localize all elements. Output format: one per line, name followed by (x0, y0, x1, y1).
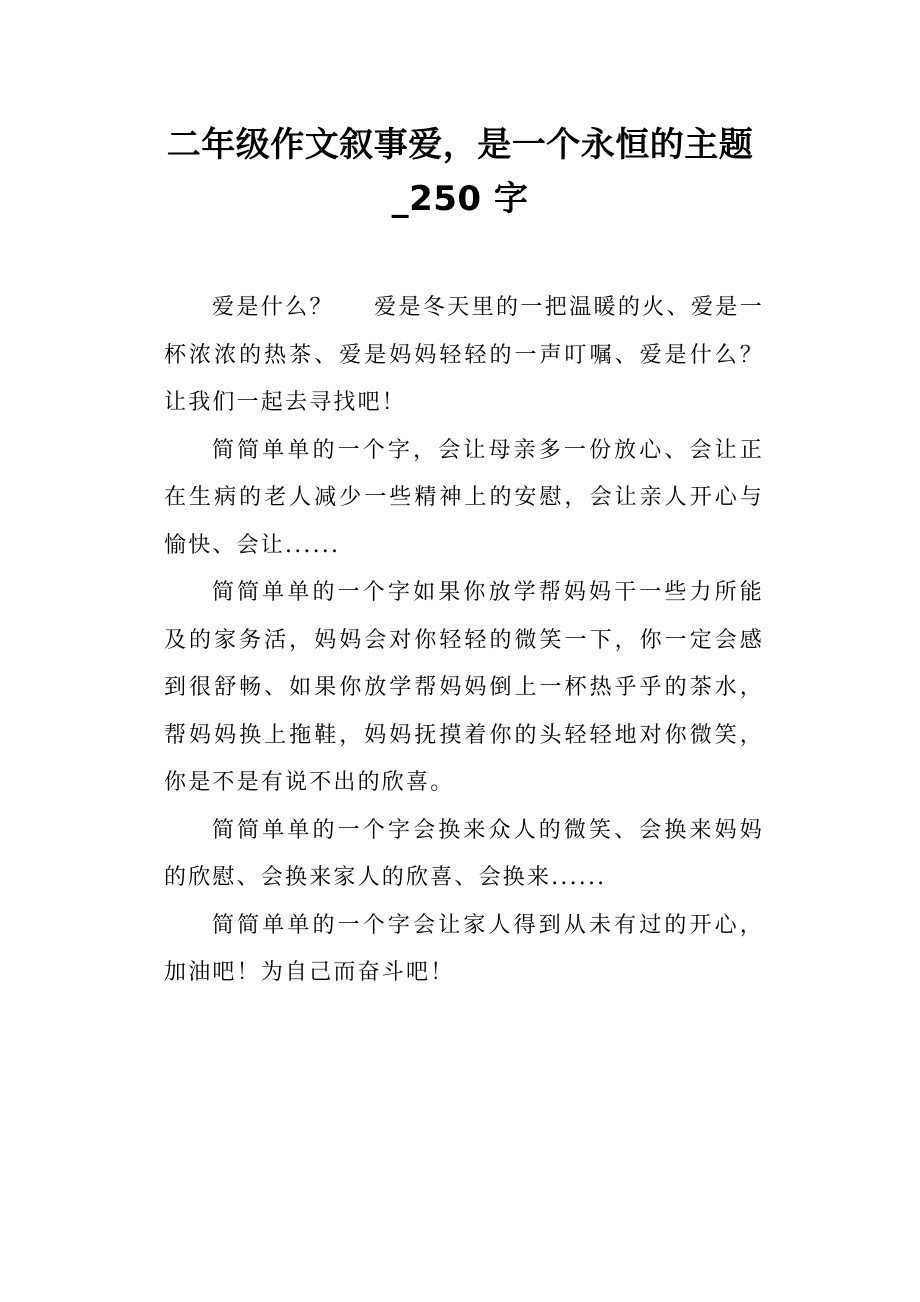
title-line-2: _250 字 (391, 179, 529, 219)
paragraph: 简简单单的一个字，会让母亲多一份放心、会让正在生病的老人减少一些精神上的安慰，会让亲人开心与愉快、会让...... (164, 437, 764, 558)
title-line-1: 二年级作文叙事爱，是一个永恒的主题 (166, 125, 754, 165)
paragraph (164, 284, 764, 427)
essay-body (164, 284, 764, 997)
document-title (120, 118, 800, 226)
paragraph: 简简单单的一个字如果你放学帮妈妈干一些力所能及的家务活，妈妈会对你轻轻的微笑一下，你一定会感到很舒畅、如果你放学帮妈妈倒上一杯热乎乎的茶水，帮妈妈换上拖鞋，妈妈抚摸着你的头轻轻地对你微笑，你是不是有说不出的欣喜。 (164, 580, 764, 795)
paragraph: 简简单单的一个字会换来众人的微笑、会换来妈妈的欣慰、会换来家人的欣喜、会换来...... (164, 817, 764, 890)
paragraph-question: 爱是什么？ (212, 295, 334, 320)
paragraph-answer: 爱是冬天里的一把温暖的火、爱是一杯浓浓的热茶、爱是妈妈轻轻的一声叮嘱、爱是什么？让我们一起去寻找吧！ (164, 295, 764, 415)
paragraph: 简简单单的一个字会让家人得到从未有过的开心，加油吧！为自己而奋斗吧！ (164, 912, 764, 985)
